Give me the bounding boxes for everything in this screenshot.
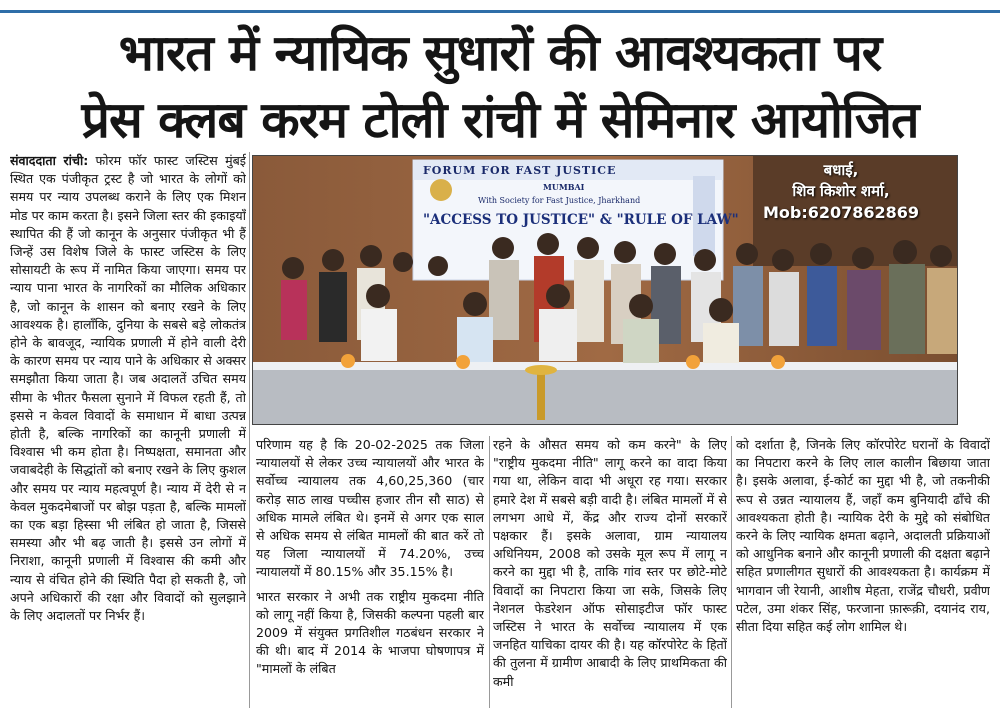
headline-line-2: प्रेस क्लब करम टोली रांची में सेमिनार आयोजित [81, 91, 919, 149]
banner-city: MUMBAI [543, 182, 585, 192]
column-divider [731, 436, 732, 708]
banner-with: With Society for Fast Justice, Jharkhand [478, 196, 641, 205]
column-4-text: को दर्शाता है, जिनके लिए कॉरपोरेट घरानों के विवादों का निपटारा करने के लिए लाल कालीन बिछाया जाता है। इसके अलावा, ई-कोर्ट का मुद्दा भी है, जो तकनीकी रूप से उन्नत न्यायालय हैं, जहाँ कम बुनियादी ढाँचे की आवश्यकता होती है। न्यायिक देरी के मुद्दे को संबोधित करने के लिए न्यायिक क्षमता बढ़ाने, अदालती प्रक्रियाओं को आधुनिक बनाने और कानूनी प्रणाली की दक्षता बढ़ाने सहित प्रणालीगत सुधारों की आवश्यकता है। कार्यक्रम में भागवान जी रेयानी, आशीष मेहता, राजेंद्र चौधरी, प्रवीण पटेल, उमा शंकर सिंह, फरजाना फ़ारूक़ी, दयानंद राय, सीता दिया सहित कई लोग शामिल थे। [736, 437, 990, 635]
column-divider [489, 436, 490, 708]
column-1-text: फोरम फॉर फास्ट जस्टिस मुंबई स्थित एक पंजीकृत ट्रस्ट है जो भारत के लोगों को समय पर न्याय उपलब्ध कराने के लिए एक मिशन मोड पर काम करता है। इसने जिला स्तर की इकाइयाँ स्थापित की हैं जो कानून के अनुसार पंजीकृत भी हैं जिन्हें उस विशेष जिले के फास्ट जस्टिस के लिए सोसायटी के रूप में नामित किया जाएगा। समय पर न्याय पाना भारत के नागरिकों का मौलिक अधिकार है, जो कानून के शासन को बनाए रखने के लिए आवश्यक है। हालाँकि, दुनिया के सबसे बड़े लोकतंत्र होने के बावजूद, न्यायिक प्रणाली में होने वाली देरी के कारण समय पर न्याय पाने के अधिकार से अक्सर समझौता किया जाता है। जब अदालतें उचित समय सीमा के भीतर फैसला सुनाने में विफल रहती हैं, तो इससे न केवल विवादों के समाधान में बाधा उत्पन्न होती है, बल्कि नागरिकों का कानूनी प्रणाली में विश्वास भी कम होता है। निष्पक्षता, समानता और जवाबदेही के सिद्धांतों को बनाए रखने के लिए कुशल और समय पर न्याय महत्वपूर्ण है। न्याय में देरी से न केवल मुकदमेबाजों पर बोझ पड़ता है, बल्कि मामलों का एक बड़ा हिस्सा भी लंबित हो जाता है, जिससे समस्या और भी बढ़ जाती है। इससे उन लोगों में निराशा, कानूनी प्रणाली में विश्वास की कमी और न्याय से वंचित होने की स्थिति पैदा हो सकती है, जो अपने अधिकारों की रक्षा और विवादों को सुलझाने के लिए अदालतों पर निर्भर हैं। [10, 153, 246, 624]
dateline: संवाददाता रांची: [10, 153, 89, 168]
banner-theme: "ACCESS TO JUSTICE" & "RULE OF LAW" [423, 212, 739, 228]
greeting-box [741, 160, 941, 223]
greeting-line-2: शिव किशोर शर्मा, [792, 182, 890, 200]
article-column-2 [256, 436, 484, 708]
greeting-line-1: बधाई, [823, 161, 859, 179]
column-3-text: रहने के औसत समय को कम करने" के लिए "राष्ट्रीय मुकदमा नीति" लागू करने का वादा किया गया था, लेकिन वादा भी अधूरा रह गया। सरकार हमारे देश में सबसे बड़ी वादी है। लंबित मामलों में से लगभग आधे में, केंद्र और राज्य दोनों सरकारें पक्षकार हैं। इसके अलावा, ग्राम न्यायालय अधिनियम, 2008 को उसके मूल रूप में लागू न करने का मुद्दा भी है, ताकि गांव स्तर पर छोटे-मोटे विवादों का निपटारा किया जा सके, जिसके लिए नेशनल फेडरेशन ऑफ सोसाइटीज फॉर फास्ट जस्टिस ने भारत के सर्वोच्च न्यायालय में एक जनहित याचिका दायर की है। यह कॉरपोरेट के हितों की तुलना में ग्रामीण आबादी के लिए प्राथमिकता की कमी [493, 437, 727, 689]
column-divider [249, 152, 250, 708]
seminar-photo [252, 155, 958, 425]
greeting-mobile: Mob:6207862869 [762, 203, 920, 222]
article-column-3 [493, 436, 727, 708]
column-2-paragraph-2: भारत सरकार ने अभी तक राष्ट्रीय मुकदमा नीति को लागू नहीं किया है, जिसकी कल्पना पहली बार 2009 में संयुक्त प्रगतिशील गठबंधन सरकार ने की थी। बाद में 2014 के भाजपा घोषणापत्र में "मामलों के लंबित [256, 588, 484, 677]
article-column-4 [736, 436, 990, 708]
top-border [0, 0, 1000, 14]
column-2-paragraph-1: परिणाम यह है कि 20-02-2025 तक जिला न्यायालयों से लेकर उच्च न्यायालयों और भारत के सर्वोच्च न्यायालय तक 4,60,25,360 (चार करोड़ साठ लाख पच्चीस हजार तीन सौ साठ) से अधिक मामले लंबित थे। इनमें से अगर एक साल से अधिक समय से लंबित मामलों की बात करें तो यह जिला न्यायालयों में 74.20%, उच्च न्यायालयों में 80.15% और 35.15% है। [256, 437, 484, 580]
article-column-1 [10, 152, 246, 708]
banner-org: FORUM FOR FAST JUSTICE [423, 164, 617, 177]
headline-line-1: भारत में न्यायिक सुधारों की आवश्यकता पर [118, 24, 882, 82]
